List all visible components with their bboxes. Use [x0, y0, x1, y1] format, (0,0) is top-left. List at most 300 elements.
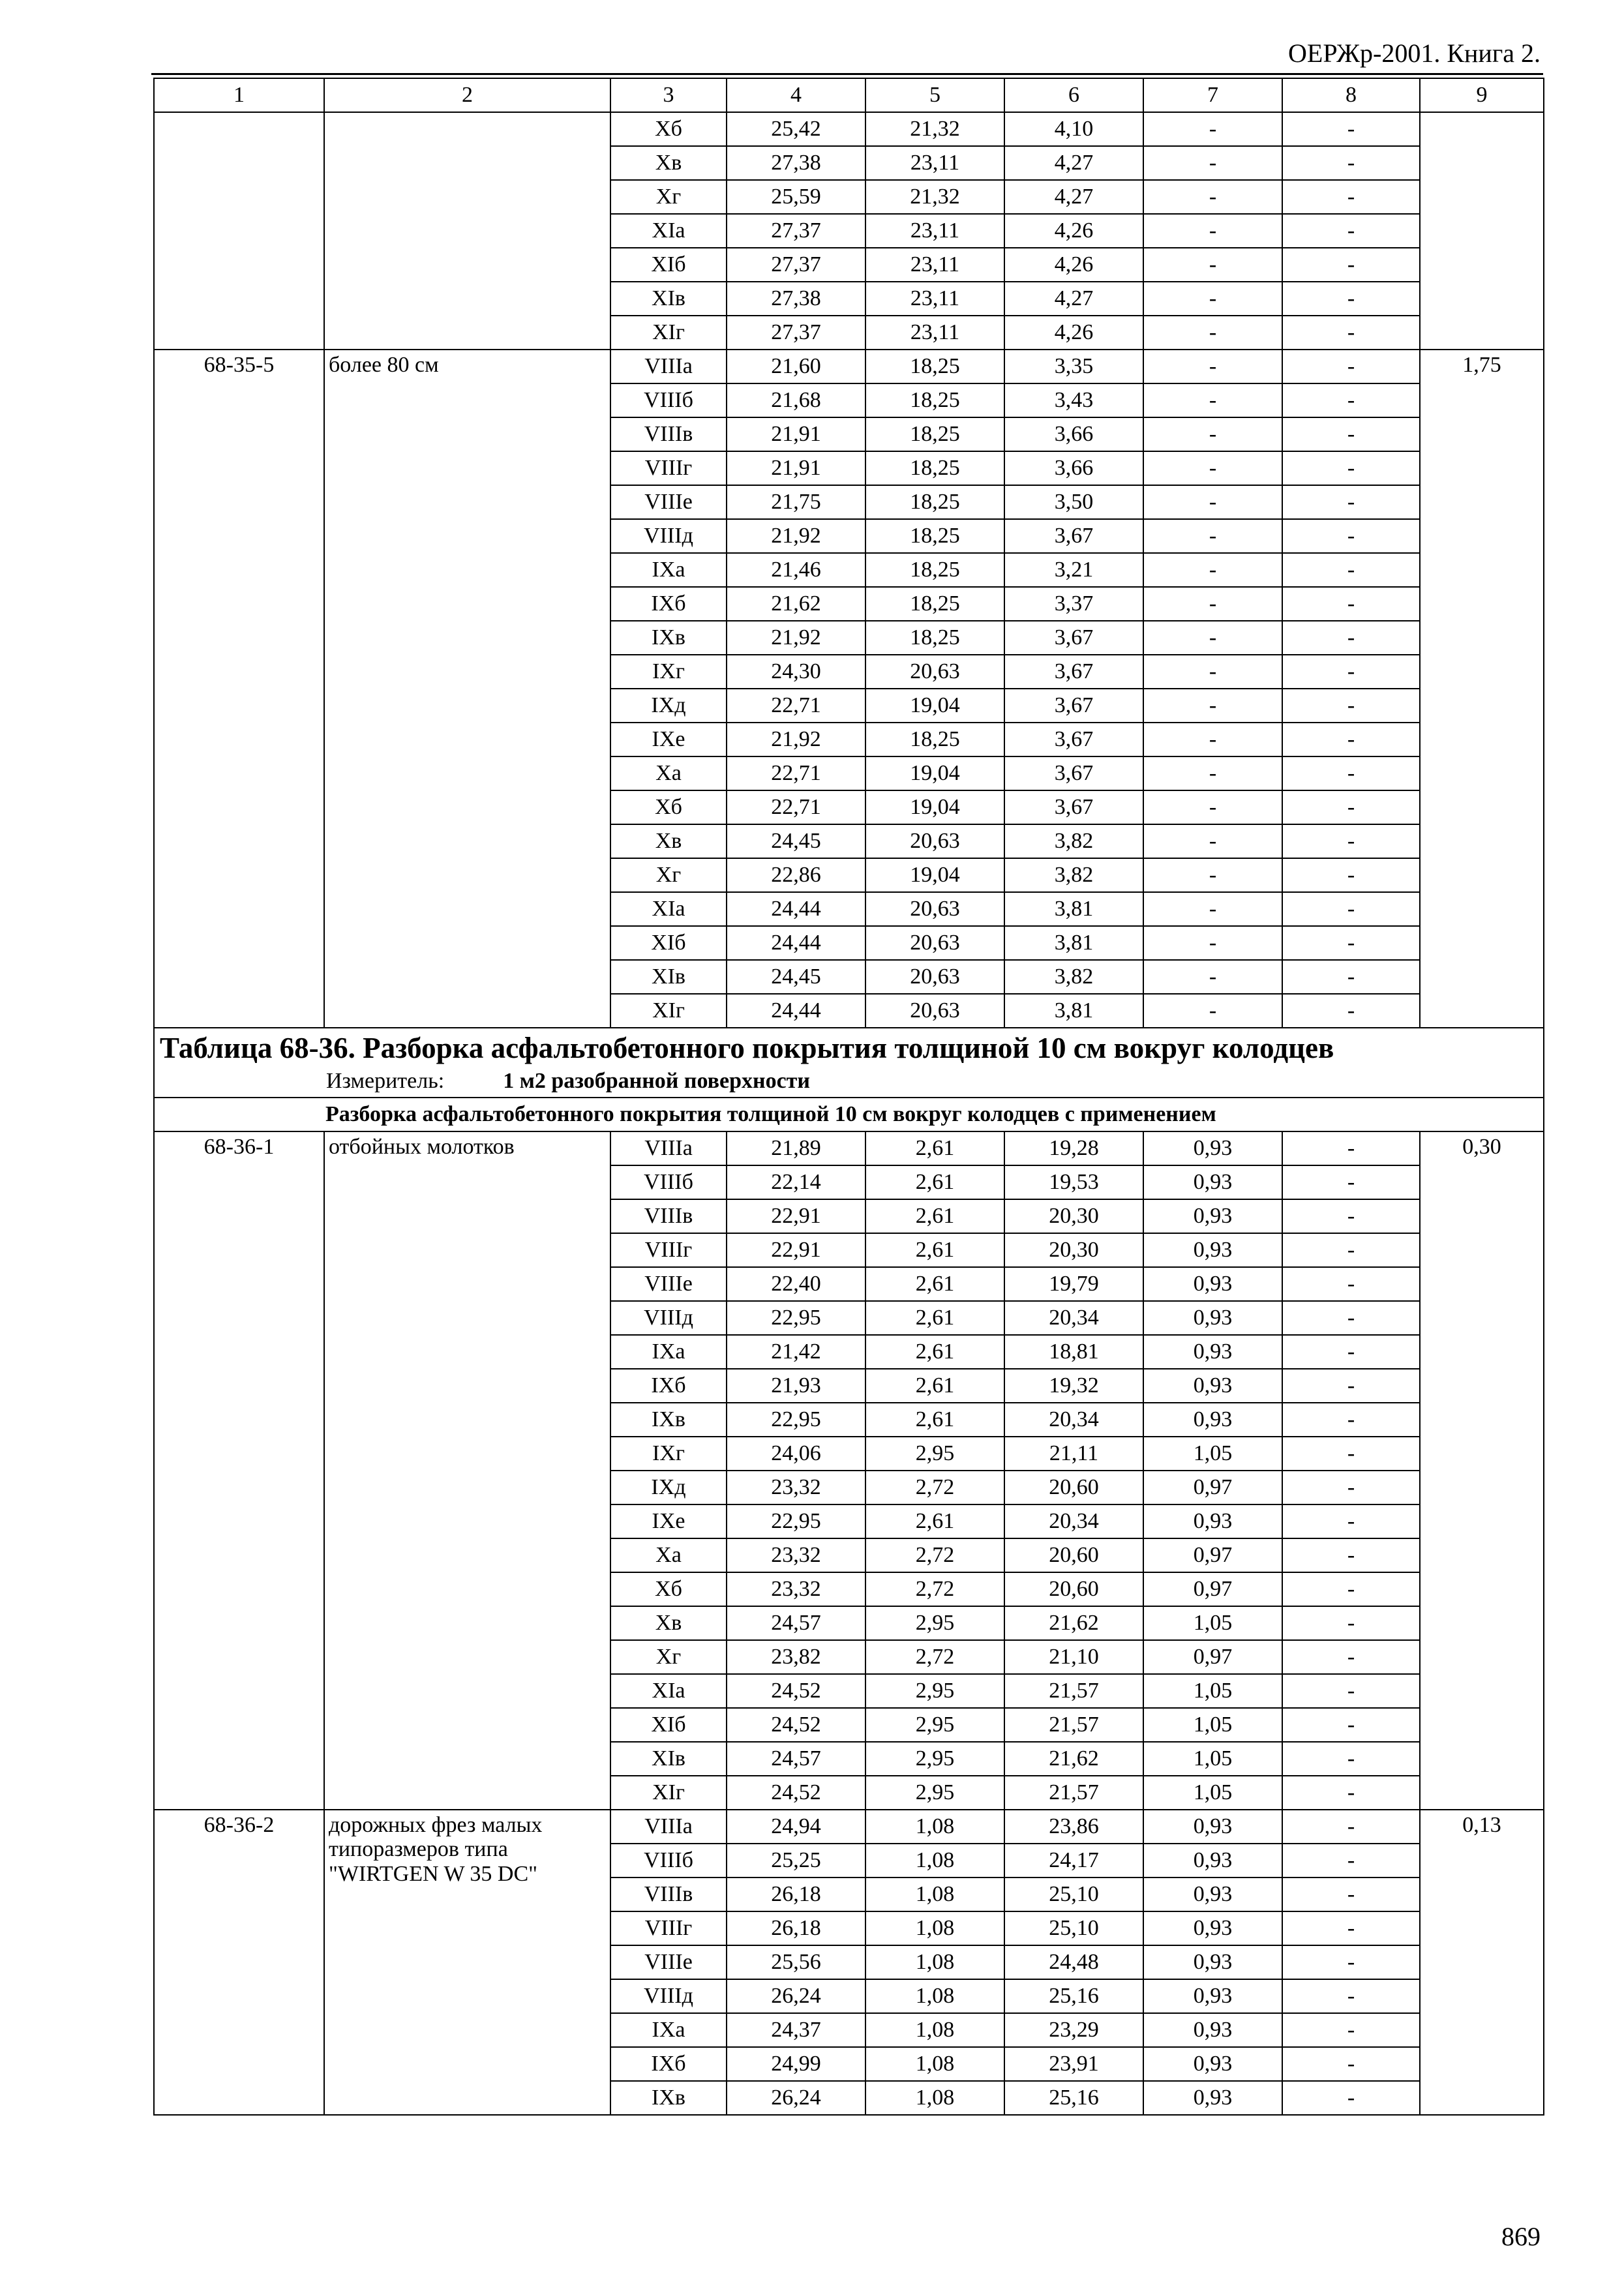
cell-col-3: VIIIд — [610, 1979, 727, 2013]
work-name: дорожных фрез малых типоразмеров типа "WIRTGEN W 35 DC" — [324, 1810, 610, 2115]
cell-col-3: IXб — [610, 2047, 727, 2081]
header-rule — [151, 73, 1543, 75]
cell-col-6: 4,27 — [1004, 146, 1143, 180]
cell-col-6: 20,30 — [1004, 1199, 1143, 1233]
cell-col-6: 19,32 — [1004, 1369, 1143, 1403]
cell-col-6: 23,91 — [1004, 2047, 1143, 2081]
cell-col-4: 22,71 — [727, 790, 865, 824]
cell-col-7: - — [1143, 350, 1282, 383]
cell-col-7: 0,97 — [1143, 1572, 1282, 1606]
column-number: 3 — [610, 78, 727, 112]
cell-col-8: - — [1282, 214, 1420, 248]
cell-col-5: 2,61 — [865, 1335, 1004, 1369]
cell-col-5: 1,08 — [865, 2047, 1004, 2081]
cell-col-5: 2,61 — [865, 1267, 1004, 1301]
cell-col-4: 22,95 — [727, 1504, 865, 1538]
cell-col-5: 2,61 — [865, 1165, 1004, 1199]
cell-col-7: - — [1143, 383, 1282, 417]
cell-col-3: VIIIд — [610, 1301, 727, 1335]
cell-col-7: - — [1143, 587, 1282, 621]
cell-col-3: IXв — [610, 1403, 727, 1437]
cell-col-8: - — [1282, 1708, 1420, 1742]
cell-col-4: 25,42 — [727, 112, 865, 146]
cell-col-7: - — [1143, 180, 1282, 214]
cell-col-6: 25,16 — [1004, 1979, 1143, 2013]
cell-col-5: 19,04 — [865, 689, 1004, 723]
cell-col-3: VIIIа — [610, 1131, 727, 1165]
cell-col-6: 20,60 — [1004, 1572, 1143, 1606]
cell-col-8: - — [1282, 1674, 1420, 1708]
cell-col-5: 1,08 — [865, 1878, 1004, 1911]
cell-col-8: - — [1282, 858, 1420, 892]
table-68-36-body — [154, 1131, 1544, 2115]
cell-col-8: - — [1282, 824, 1420, 858]
cell-col-3: XIа — [610, 214, 727, 248]
cell-col-3: XIв — [610, 1742, 727, 1776]
cell-col-8: - — [1282, 1810, 1420, 1844]
cell-col-3: IXа — [610, 553, 727, 587]
cell-col-3: IXе — [610, 1504, 727, 1538]
cell-col-7: - — [1143, 553, 1282, 587]
cell-col-5: 19,04 — [865, 790, 1004, 824]
cell-col-3: VIIIв — [610, 417, 727, 451]
cell-col-3: Xг — [610, 1640, 727, 1674]
cell-col-7: 1,05 — [1143, 1742, 1282, 1776]
cell-col-8: - — [1282, 350, 1420, 383]
cell-col-5: 20,63 — [865, 994, 1004, 1028]
cell-col-6: 4,26 — [1004, 316, 1143, 350]
cell-col-8: - — [1282, 1844, 1420, 1878]
col9-value: 1,75 — [1420, 350, 1544, 1028]
cell-col-8: - — [1282, 553, 1420, 587]
cell-col-4: 23,32 — [727, 1572, 865, 1606]
cell-col-3: Xа — [610, 756, 727, 790]
table-row — [154, 1810, 1544, 1844]
cell-col-7: 0,93 — [1143, 1233, 1282, 1267]
cell-col-4: 21,89 — [727, 1131, 865, 1165]
cell-col-6: 3,82 — [1004, 858, 1143, 892]
cell-col-3: VIIIв — [610, 1878, 727, 1911]
cell-col-8: - — [1282, 451, 1420, 485]
cell-col-6: 20,34 — [1004, 1403, 1143, 1437]
rate-code: 68-36-1 — [154, 1131, 324, 1810]
column-number: 6 — [1004, 78, 1143, 112]
cell-col-6: 21,11 — [1004, 1437, 1143, 1471]
cell-col-8: - — [1282, 1199, 1420, 1233]
cell-col-5: 18,25 — [865, 519, 1004, 553]
table-68-36-header — [154, 1028, 1544, 1131]
cell-col-7: - — [1143, 621, 1282, 655]
cell-col-6: 3,66 — [1004, 451, 1143, 485]
cell-col-3: VIIIа — [610, 1810, 727, 1844]
cell-col-5: 2,61 — [865, 1403, 1004, 1437]
cell-col-5: 2,95 — [865, 1742, 1004, 1776]
cell-col-8: - — [1282, 621, 1420, 655]
cell-col-5: 20,63 — [865, 655, 1004, 689]
cell-col-3: Xа — [610, 1538, 727, 1572]
cell-col-4: 24,44 — [727, 926, 865, 960]
cell-col-5: 1,08 — [865, 2013, 1004, 2047]
cell-col-3: IXг — [610, 1437, 727, 1471]
cell-col-6: 25,10 — [1004, 1911, 1143, 1945]
cell-col-6: 3,66 — [1004, 417, 1143, 451]
col9-value: 0,30 — [1420, 1131, 1544, 1810]
cell-col-7: 1,05 — [1143, 1437, 1282, 1471]
rate-code: 68-36-2 — [154, 1810, 324, 2115]
cell-col-3: IXб — [610, 587, 727, 621]
cell-col-6: 21,57 — [1004, 1674, 1143, 1708]
cell-col-4: 24,94 — [727, 1810, 865, 1844]
meter-label: Измеритель: — [326, 1068, 445, 1093]
column-number: 8 — [1282, 78, 1420, 112]
cell-col-6: 3,81 — [1004, 926, 1143, 960]
cell-col-6: 3,67 — [1004, 519, 1143, 553]
column-number: 4 — [727, 78, 865, 112]
cell-col-5: 1,08 — [865, 1979, 1004, 2013]
running-head: ОЕРЖр-2001. Книга 2. — [1288, 38, 1541, 68]
cell-col-8: - — [1282, 112, 1420, 146]
cell-col-3: IXд — [610, 1471, 727, 1504]
cell-col-8: - — [1282, 960, 1420, 994]
cell-col-7: 0,93 — [1143, 1131, 1282, 1165]
rates-table — [153, 78, 1544, 2116]
cell-col-6: 18,81 — [1004, 1335, 1143, 1369]
cell-col-3: VIIIе — [610, 1267, 727, 1301]
cell-col-3: Xб — [610, 1572, 727, 1606]
cell-col-8: - — [1282, 316, 1420, 350]
cell-col-5: 2,95 — [865, 1606, 1004, 1640]
cell-col-8: - — [1282, 1606, 1420, 1640]
cell-col-7: - — [1143, 282, 1282, 316]
cell-col-6: 3,21 — [1004, 553, 1143, 587]
cell-col-3: IXе — [610, 723, 727, 756]
cell-col-8: - — [1282, 2013, 1420, 2047]
cell-col-7: 0,93 — [1143, 1267, 1282, 1301]
cell-col-3: Xг — [610, 858, 727, 892]
cell-col-7: 0,93 — [1143, 1301, 1282, 1335]
cell-col-5: 2,72 — [865, 1572, 1004, 1606]
cell-col-7: - — [1143, 756, 1282, 790]
cell-col-6: 20,34 — [1004, 1301, 1143, 1335]
cell-col-4: 24,52 — [727, 1776, 865, 1810]
cell-col-5: 18,25 — [865, 417, 1004, 451]
cell-col-6: 3,67 — [1004, 790, 1143, 824]
cell-col-4: 22,91 — [727, 1233, 865, 1267]
cell-col-4: 26,24 — [727, 1979, 865, 2013]
cell-col-7: - — [1143, 316, 1282, 350]
cell-col-4: 27,37 — [727, 214, 865, 248]
cell-col-7: 0,93 — [1143, 2047, 1282, 2081]
cell-col-6: 3,81 — [1004, 892, 1143, 926]
cell-col-5: 18,25 — [865, 451, 1004, 485]
cell-col-3: XIг — [610, 994, 727, 1028]
cell-col-8: - — [1282, 180, 1420, 214]
cell-col-6: 3,67 — [1004, 756, 1143, 790]
cell-col-7: 0,93 — [1143, 2081, 1282, 2115]
cell-col-5: 18,25 — [865, 723, 1004, 756]
cell-col-7: 1,05 — [1143, 1674, 1282, 1708]
cell-col-3: IXг — [610, 655, 727, 689]
cell-col-4: 21,91 — [727, 451, 865, 485]
cell-col-6: 20,60 — [1004, 1471, 1143, 1504]
cell-col-4: 26,24 — [727, 2081, 865, 2115]
cell-col-4: 25,25 — [727, 1844, 865, 1878]
cell-col-4: 24,99 — [727, 2047, 865, 2081]
cell-col-8: - — [1282, 248, 1420, 282]
cell-col-5: 21,32 — [865, 180, 1004, 214]
cell-col-5: 1,08 — [865, 1810, 1004, 1844]
cell-col-4: 23,82 — [727, 1640, 865, 1674]
col9-value: 0,13 — [1420, 1810, 1544, 2115]
cell-col-4: 27,38 — [727, 146, 865, 180]
work-name — [324, 112, 610, 350]
cell-col-6: 25,10 — [1004, 1878, 1143, 1911]
cell-col-7: - — [1143, 892, 1282, 926]
cell-col-6: 4,27 — [1004, 180, 1143, 214]
cell-col-8: - — [1282, 587, 1420, 621]
cell-col-3: VIIIа — [610, 350, 727, 383]
cell-col-8: - — [1282, 1301, 1420, 1335]
table-68-35-continued — [154, 112, 1544, 1028]
cell-col-4: 24,57 — [727, 1606, 865, 1640]
cell-col-7: 0,93 — [1143, 1878, 1282, 1911]
rate-code — [154, 112, 324, 350]
cell-col-7: 0,93 — [1143, 1369, 1282, 1403]
cell-col-3: VIIIе — [610, 485, 727, 519]
cell-col-7: 0,97 — [1143, 1538, 1282, 1572]
subheading-row — [154, 1098, 1544, 1131]
cell-col-7: 1,05 — [1143, 1776, 1282, 1810]
cell-col-8: - — [1282, 1742, 1420, 1776]
cell-col-3: VIIIб — [610, 1165, 727, 1199]
cell-col-6: 19,79 — [1004, 1267, 1143, 1301]
cell-col-7: - — [1143, 960, 1282, 994]
meter-value: 1 м2 разобранной поверхности — [503, 1068, 810, 1093]
cell-col-8: - — [1282, 1437, 1420, 1471]
cell-col-7: 0,93 — [1143, 2013, 1282, 2047]
cell-col-8: - — [1282, 519, 1420, 553]
cell-col-4: 21,92 — [727, 621, 865, 655]
cell-col-3: VIIIб — [610, 1844, 727, 1878]
cell-col-5: 1,08 — [865, 1844, 1004, 1878]
cell-col-6: 24,17 — [1004, 1844, 1143, 1878]
cell-col-7: - — [1143, 451, 1282, 485]
cell-col-6: 3,82 — [1004, 824, 1143, 858]
cell-col-4: 21,92 — [727, 723, 865, 756]
cell-col-7: 0,97 — [1143, 1471, 1282, 1504]
cell-col-7: - — [1143, 485, 1282, 519]
column-number-row — [154, 78, 1544, 112]
cell-col-4: 21,92 — [727, 519, 865, 553]
cell-col-5: 2,95 — [865, 1776, 1004, 1810]
cell-col-5: 23,11 — [865, 282, 1004, 316]
cell-col-8: - — [1282, 1267, 1420, 1301]
cell-col-4: 23,32 — [727, 1471, 865, 1504]
cell-col-5: 18,25 — [865, 553, 1004, 587]
cell-col-7: - — [1143, 519, 1282, 553]
cell-col-4: 24,06 — [727, 1437, 865, 1471]
cell-col-4: 26,18 — [727, 1911, 865, 1945]
cell-col-7: 0,93 — [1143, 1165, 1282, 1199]
cell-col-3: IXб — [610, 1369, 727, 1403]
cell-col-6: 21,62 — [1004, 1606, 1143, 1640]
cell-col-3: IXв — [610, 621, 727, 655]
cell-col-8: - — [1282, 689, 1420, 723]
cell-col-5: 19,04 — [865, 858, 1004, 892]
cell-col-7: 0,93 — [1143, 1199, 1282, 1233]
cell-col-6: 3,43 — [1004, 383, 1143, 417]
cell-col-8: - — [1282, 2081, 1420, 2115]
cell-col-6: 3,67 — [1004, 621, 1143, 655]
column-number: 2 — [324, 78, 610, 112]
cell-col-5: 2,61 — [865, 1301, 1004, 1335]
cell-col-3: XIа — [610, 892, 727, 926]
cell-col-5: 19,04 — [865, 756, 1004, 790]
cell-col-4: 24,45 — [727, 960, 865, 994]
cell-col-5: 23,11 — [865, 316, 1004, 350]
cell-col-3: IXд — [610, 689, 727, 723]
cell-col-7: - — [1143, 926, 1282, 960]
cell-col-4: 22,14 — [727, 1165, 865, 1199]
cell-col-3: VIIIг — [610, 1233, 727, 1267]
work-name: более 80 см — [324, 350, 610, 1028]
cell-col-7: - — [1143, 417, 1282, 451]
cell-col-4: 23,32 — [727, 1538, 865, 1572]
cell-col-4: 27,37 — [727, 248, 865, 282]
cell-col-5: 23,11 — [865, 214, 1004, 248]
cell-col-6: 4,26 — [1004, 214, 1143, 248]
cell-col-3: XIб — [610, 1708, 727, 1742]
cell-col-3: IXв — [610, 2081, 727, 2115]
cell-col-5: 20,63 — [865, 960, 1004, 994]
cell-col-7: 1,05 — [1143, 1606, 1282, 1640]
cell-col-7: 0,93 — [1143, 1810, 1282, 1844]
cell-col-8: - — [1282, 892, 1420, 926]
cell-col-8: - — [1282, 417, 1420, 451]
cell-col-6: 3,67 — [1004, 689, 1143, 723]
cell-col-4: 22,95 — [727, 1301, 865, 1335]
column-number: 7 — [1143, 78, 1282, 112]
cell-col-3: XIб — [610, 926, 727, 960]
cell-col-7: - — [1143, 994, 1282, 1028]
cell-col-5: 1,08 — [865, 1911, 1004, 1945]
cell-col-6: 23,86 — [1004, 1810, 1143, 1844]
cell-col-5: 20,63 — [865, 926, 1004, 960]
cell-col-8: - — [1282, 790, 1420, 824]
cell-col-8: - — [1282, 2047, 1420, 2081]
table-row — [154, 1131, 1544, 1165]
cell-col-8: - — [1282, 1471, 1420, 1504]
cell-col-3: IXа — [610, 1335, 727, 1369]
cell-col-4: 21,68 — [727, 383, 865, 417]
cell-col-6: 20,30 — [1004, 1233, 1143, 1267]
cell-col-6: 20,60 — [1004, 1538, 1143, 1572]
cell-col-4: 24,30 — [727, 655, 865, 689]
cell-col-4: 24,45 — [727, 824, 865, 858]
cell-col-6: 3,67 — [1004, 655, 1143, 689]
cell-col-3: VIIIе — [610, 1945, 727, 1979]
cell-col-4: 21,75 — [727, 485, 865, 519]
cell-col-7: 0,97 — [1143, 1640, 1282, 1674]
column-number: 5 — [865, 78, 1004, 112]
cell-col-5: 2,95 — [865, 1437, 1004, 1471]
column-number-row-group — [154, 78, 1544, 112]
column-number: 1 — [154, 78, 324, 112]
cell-col-4: 24,52 — [727, 1674, 865, 1708]
cell-col-4: 22,71 — [727, 689, 865, 723]
cell-col-5: 1,08 — [865, 2081, 1004, 2115]
cell-col-4: 25,59 — [727, 180, 865, 214]
cell-col-3: XIб — [610, 248, 727, 282]
cell-col-8: - — [1282, 1979, 1420, 2013]
cell-col-4: 24,37 — [727, 2013, 865, 2047]
table-title-cell — [154, 1028, 1544, 1098]
cell-col-8: - — [1282, 926, 1420, 960]
cell-col-3: VIIIб — [610, 383, 727, 417]
cell-col-8: - — [1282, 723, 1420, 756]
cell-col-7: - — [1143, 112, 1282, 146]
cell-col-4: 22,91 — [727, 1199, 865, 1233]
cell-col-5: 23,11 — [865, 248, 1004, 282]
cell-col-7: - — [1143, 146, 1282, 180]
cell-col-3: VIIIг — [610, 451, 727, 485]
cell-col-6: 4,10 — [1004, 112, 1143, 146]
cell-col-5: 18,25 — [865, 383, 1004, 417]
cell-col-8: - — [1282, 1640, 1420, 1674]
cell-col-5: 2,95 — [865, 1708, 1004, 1742]
table-title-row — [154, 1028, 1544, 1098]
cell-col-4: 24,52 — [727, 1708, 865, 1742]
cell-col-8: - — [1282, 383, 1420, 417]
cell-col-4: 27,37 — [727, 316, 865, 350]
cell-col-4: 21,91 — [727, 417, 865, 451]
cell-col-8: - — [1282, 1911, 1420, 1945]
cell-col-3: Xб — [610, 790, 727, 824]
meter-line — [160, 1069, 1538, 1093]
cell-col-7: - — [1143, 723, 1282, 756]
cell-col-3: XIа — [610, 1674, 727, 1708]
cell-col-3: Xв — [610, 146, 727, 180]
cell-col-7: - — [1143, 214, 1282, 248]
cell-col-5: 2,61 — [865, 1131, 1004, 1165]
cell-col-3: XIг — [610, 1776, 727, 1810]
cell-col-8: - — [1282, 756, 1420, 790]
cell-col-6: 3,67 — [1004, 723, 1143, 756]
cell-col-7: - — [1143, 824, 1282, 858]
cell-col-6: 3,50 — [1004, 485, 1143, 519]
cell-col-8: - — [1282, 1335, 1420, 1369]
cell-col-4: 27,38 — [727, 282, 865, 316]
cell-col-8: - — [1282, 1403, 1420, 1437]
page-number: 869 — [1501, 2222, 1541, 2251]
cell-col-8: - — [1282, 1945, 1420, 1979]
cell-col-4: 21,62 — [727, 587, 865, 621]
cell-col-4: 22,71 — [727, 756, 865, 790]
rate-code: 68-35-5 — [154, 350, 324, 1028]
cell-col-7: - — [1143, 655, 1282, 689]
cell-col-5: 2,72 — [865, 1471, 1004, 1504]
cell-col-3: VIIIг — [610, 1911, 727, 1945]
cell-col-6: 19,28 — [1004, 1131, 1143, 1165]
cell-col-6: 4,27 — [1004, 282, 1143, 316]
cell-col-7: 0,93 — [1143, 1335, 1282, 1369]
cell-col-6: 21,62 — [1004, 1742, 1143, 1776]
cell-col-5: 18,25 — [865, 485, 1004, 519]
table-title: Таблица 68-36. Разборка асфальтобетонного покрытия толщиной 10 см вокруг колодцев — [160, 1032, 1334, 1064]
cell-col-7: 0,93 — [1143, 1403, 1282, 1437]
cell-col-5: 2,72 — [865, 1640, 1004, 1674]
cell-col-6: 21,57 — [1004, 1708, 1143, 1742]
